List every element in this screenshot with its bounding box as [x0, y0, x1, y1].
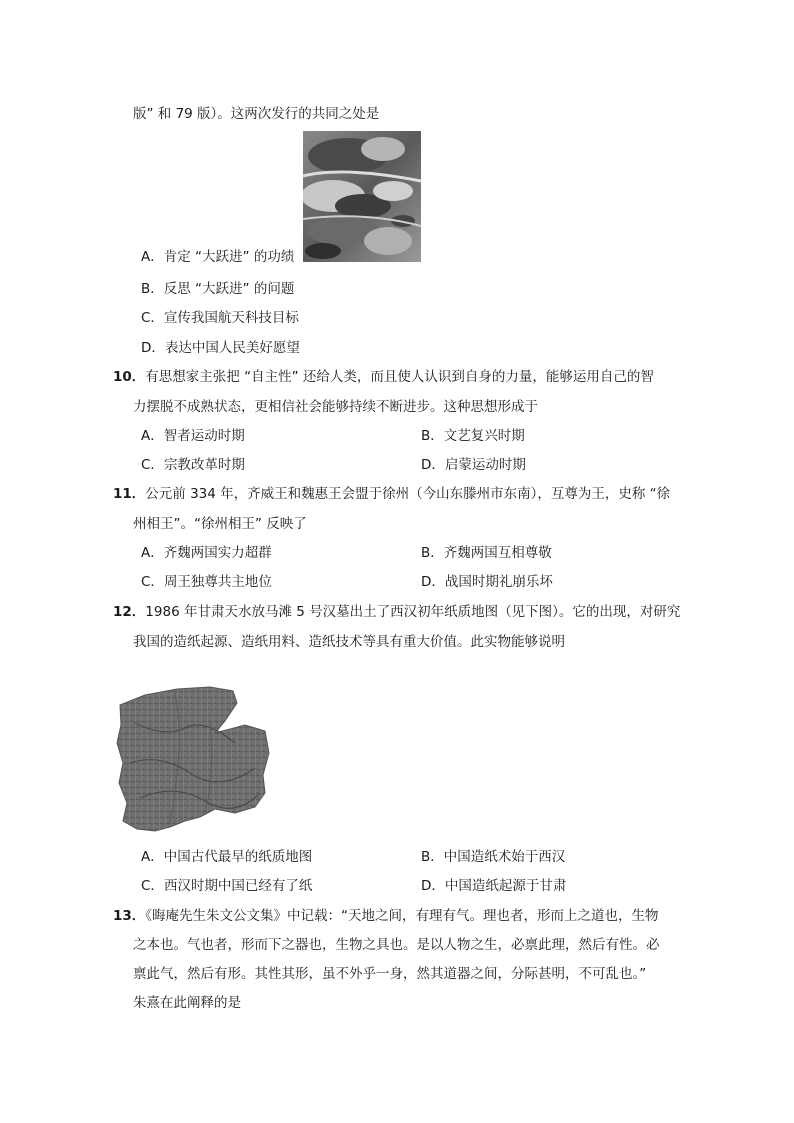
q9-option-d	[141, 338, 300, 358]
option-text: 反思 “大跃进” 的问题	[163, 281, 295, 297]
q10-option-c	[141, 455, 245, 475]
option-letter: B．	[421, 428, 444, 444]
option-letter: B．	[141, 281, 164, 297]
paper-map-photo	[115, 683, 270, 833]
option-text: 文艺复兴时期	[443, 428, 525, 444]
q10-option-d	[421, 455, 526, 475]
q11-option-d	[421, 572, 553, 592]
q13-stem-line4: 朱熹在此阐释的是	[133, 995, 241, 1011]
question-number: 11．	[113, 486, 146, 502]
q12-option-c	[141, 876, 312, 896]
q11-option-b	[421, 543, 552, 563]
option-letter: D．	[421, 574, 445, 590]
option-letter: A．	[141, 428, 164, 444]
option-text: 中国古代最早的纸质地图	[163, 849, 313, 865]
option-letter: D．	[421, 457, 445, 473]
q13-stem-line2: 之本也。气也者，形而下之器也，生物之具也。是以人物之生，必禀此理，然后有性。必	[133, 937, 660, 953]
option-letter: C．	[141, 574, 164, 590]
paper-map-graphic	[115, 683, 270, 833]
option-text: 表达中国人民美好愿望	[164, 340, 300, 356]
option-text: 宣传我国航天科技目标	[163, 310, 299, 326]
option-text: 中国造纸术始于西汉	[443, 849, 566, 865]
q12-option-a	[141, 847, 312, 867]
option-text: 齐魏两国互相尊敬	[443, 545, 552, 561]
option-letter: C．	[141, 878, 164, 894]
option-letter: D．	[141, 340, 165, 356]
option-letter: A．	[141, 249, 164, 265]
option-letter: C．	[141, 310, 164, 326]
stamp-photo-graphic	[303, 131, 421, 262]
q12-stem-line1	[113, 602, 680, 622]
q10-stem-line1	[113, 367, 654, 387]
option-text: 启蒙运动时期	[444, 457, 526, 473]
q10-option-b	[421, 426, 525, 446]
option-letter: D．	[421, 878, 445, 894]
option-letter: C．	[141, 457, 164, 473]
option-letter: B．	[421, 849, 444, 865]
stem-text: 1986 年甘肃天水放马滩 5 号汉墓出土了西汉初年纸质地图（见下图）。它的出现，对研究	[145, 604, 681, 620]
option-text: 齐魏两国实力超群	[163, 545, 272, 561]
option-letter: B．	[421, 545, 444, 561]
q11-option-a	[141, 543, 272, 563]
q12-stem-line2: 我国的造纸起源、造纸用料、造纸技术等具有重大价值。此实物能够说明	[133, 634, 565, 650]
option-letter: A．	[141, 545, 164, 561]
option-text: 智者运动时期	[163, 428, 245, 444]
option-text: 战国时期礼崩乐坏	[444, 574, 553, 590]
stem-text: 公元前 334 年，齐威王和魏惠王会盟于徐州（今山东滕州市东南），互尊为王，史称 “徐	[145, 486, 671, 502]
q10-option-a	[141, 426, 245, 446]
option-letter: A．	[141, 849, 164, 865]
option-text: 周王独尊共主地位	[163, 574, 272, 590]
q9-stem-tail: 版” 和 79 版）。这两次发行的共同之处是	[133, 106, 380, 122]
q11-stem-line2: 州相王”。“徐州相王” 反映了	[133, 516, 307, 532]
q12-option-d	[421, 876, 566, 896]
q9-option-b	[141, 279, 294, 299]
option-text: 宗教改革时期	[163, 457, 245, 473]
stamp-photo	[303, 131, 421, 262]
q13-stem-line1	[113, 906, 659, 926]
q11-stem-line1	[113, 484, 670, 504]
stem-text: 有思想家主张把 “自主性” 还给人类，而且使人认识到自身的力量，能够运用自己的智	[145, 369, 654, 385]
question-number: 12．	[113, 604, 146, 620]
q13-stem-line3: 禀此气，然后有形。其性其形，虽不外乎一身，然其道器之间，分际甚明，不可乱也。”	[133, 966, 647, 982]
option-text: 中国造纸起源于甘肃	[444, 878, 567, 894]
q9-option-c	[141, 308, 299, 328]
option-text: 肯定 “大跃进” 的功绩	[163, 249, 295, 265]
question-number: 13．	[113, 908, 146, 924]
q12-option-b	[421, 847, 565, 867]
q10-stem-line2: 力摆脱不成熟状态，更相信社会能够持续不断进步。这种思想形成于	[133, 399, 538, 415]
question-number: 10．	[113, 369, 146, 385]
q11-option-c	[141, 572, 272, 592]
option-text: 西汉时期中国已经有了纸	[163, 878, 313, 894]
stem-text: 《晦庵先生朱文公文集》中记载：“天地之间，有理有气。理也者，形而上之道也，生物	[145, 908, 659, 924]
q9-option-a	[141, 247, 294, 267]
